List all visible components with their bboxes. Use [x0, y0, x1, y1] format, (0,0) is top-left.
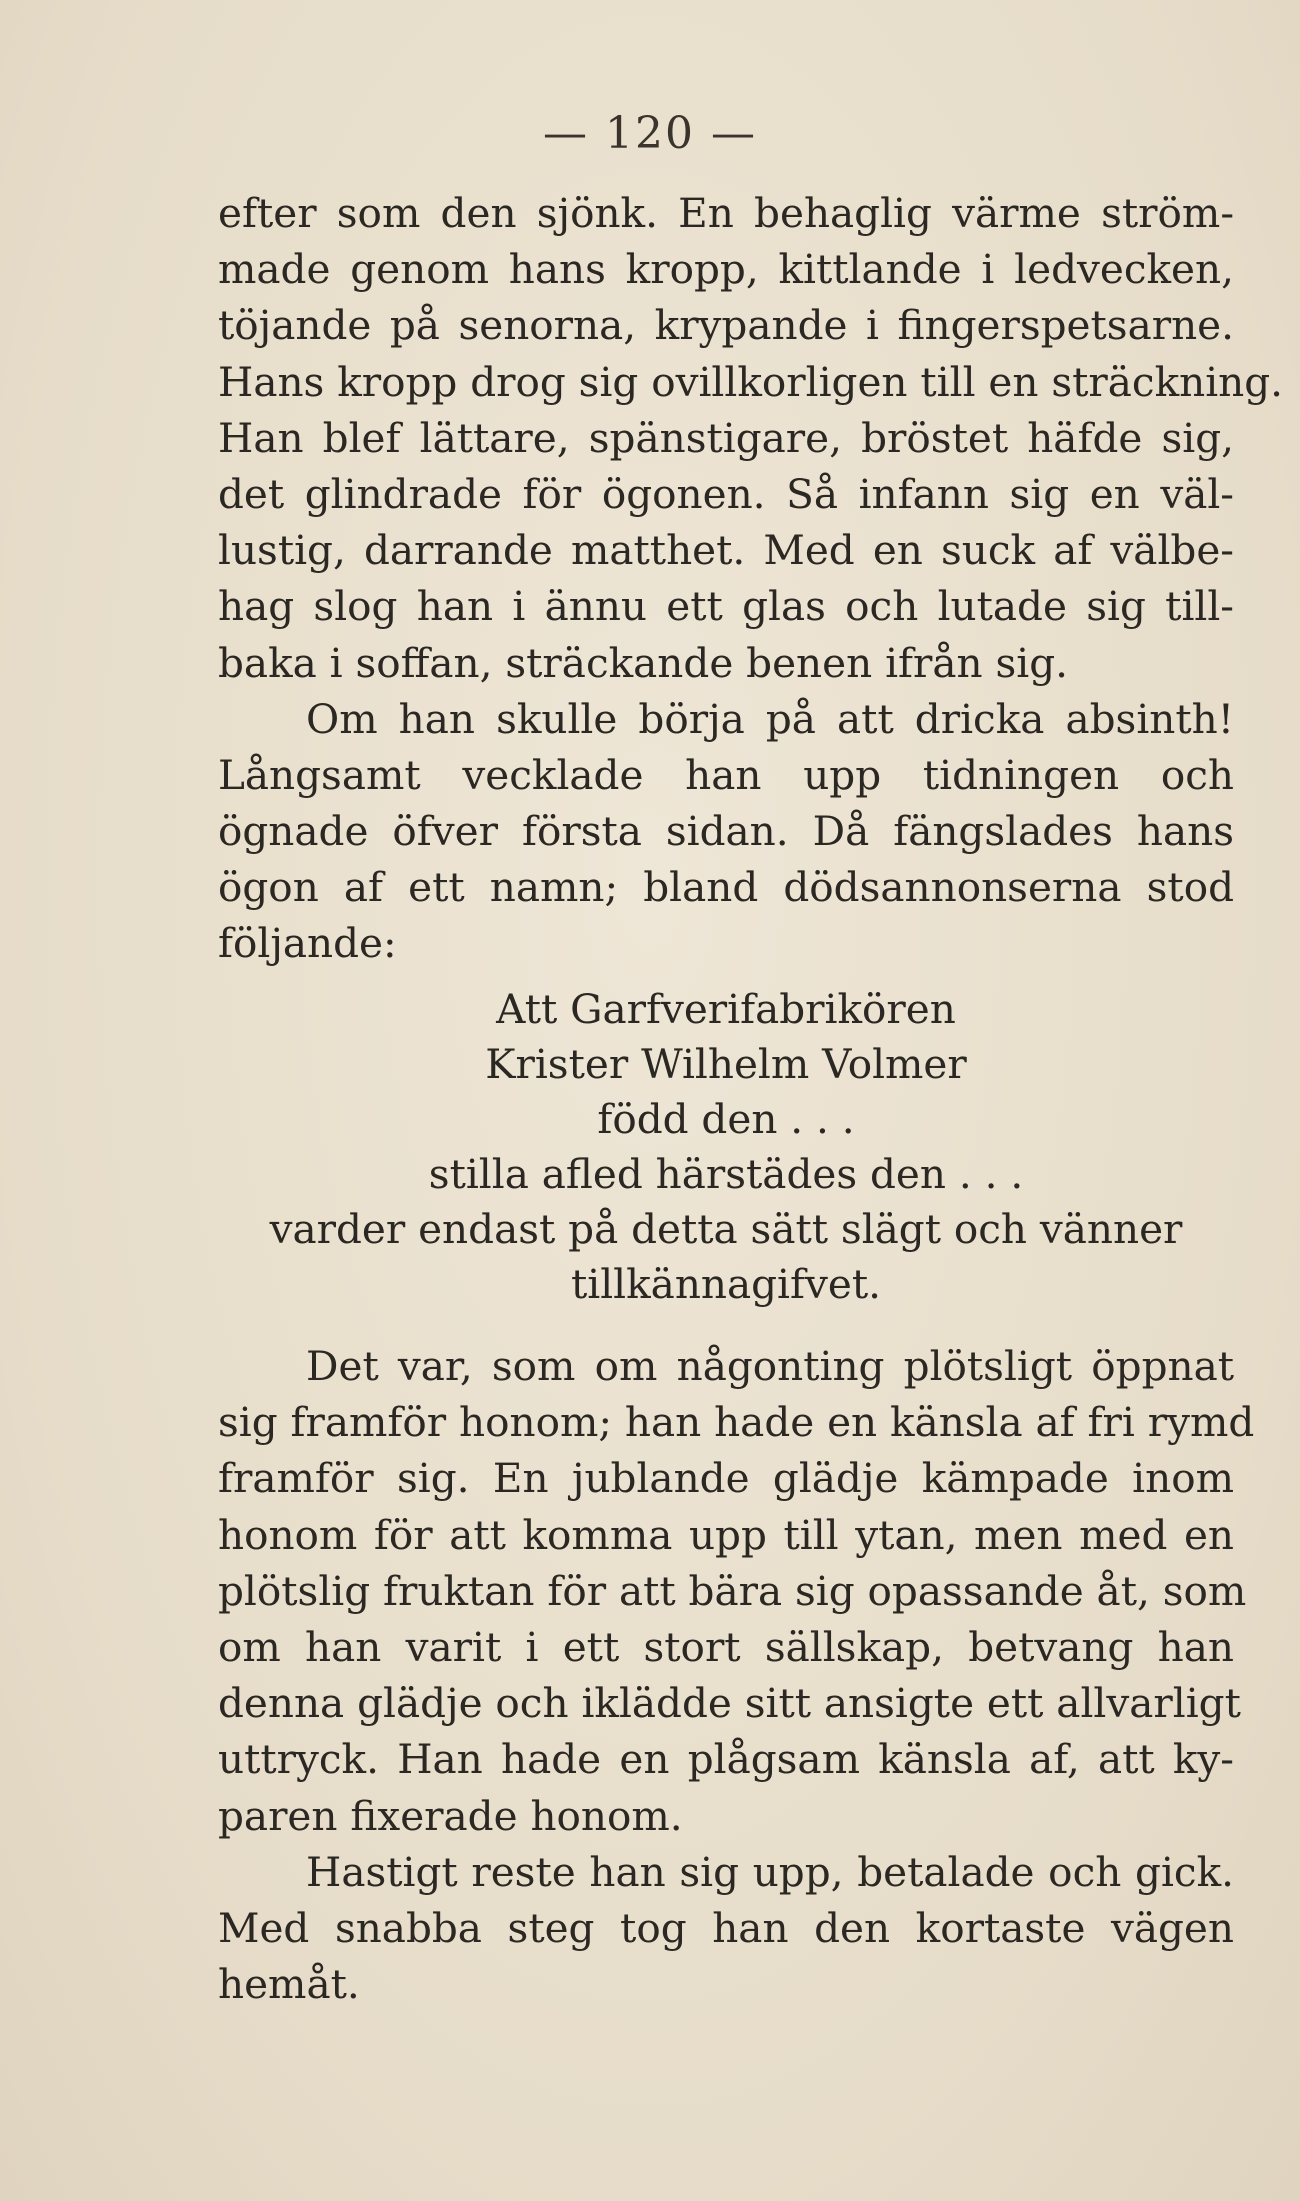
text-line: hemåt. [218, 1960, 360, 2009]
text-block-bottom [218, 1338, 1255, 2012]
text-line: framför sig. En jublande glädje kämpade inom [218, 1454, 1234, 1503]
text-line: paren fixerade honom. [218, 1791, 683, 1840]
text-line: Om han skulle börja på att dricka absinth! [306, 694, 1234, 743]
text-line: made genom hans kropp, kittlande i ledvecken, [218, 245, 1234, 294]
death-notice [218, 982, 1234, 1312]
notice-line: Krister Wilhelm Volmer [485, 1040, 967, 1088]
notice-line: tillkännagifvet. [571, 1260, 881, 1308]
text-line: Med snabba steg tog han den kortaste vägen [218, 1903, 1234, 1952]
notice-line: varder endast på detta sätt slägt och vänner [269, 1205, 1183, 1253]
text-line: töjande på senorna, krypande i fingerspetsarne. [218, 301, 1234, 350]
text-line: ögon af ett namn; bland dödsannonserna stod [218, 863, 1234, 912]
notice-line: född den . . . [597, 1095, 855, 1143]
text-line: uttryck. Han hade en plågsam känsla af, att ky- [218, 1735, 1234, 1784]
text-line: plötslig fruktan för att bära sig opassande åt, som [218, 1566, 1247, 1615]
text-line: lustig, darrande matthet. Med en suck af välbe- [218, 526, 1234, 575]
text-line: Långsamt vecklade han upp tidningen och [218, 750, 1234, 799]
text-line: om han varit i ett stort sällskap, betvang han [218, 1622, 1234, 1671]
text-line: Det var, som om någonting plötsligt öppnat [306, 1342, 1234, 1390]
page-number: — 120 — [543, 108, 757, 159]
text-line: denna glädje och iklädde sitt ansigte ett allvarligt [218, 1679, 1241, 1728]
text-line: baka i soffan, sträckande benen ifrån sig. [218, 638, 1069, 687]
text-line: hag slog han i ännu ett glas och lutade sig till- [218, 582, 1234, 631]
text-line: Hans kropp drog sig ovillkorligen till en sträckning. [218, 357, 1284, 406]
notice-line: stilla afled härstädes den . . . [428, 1150, 1024, 1198]
text-line: efter som den sjönk. En behaglig värme ström- [218, 189, 1234, 237]
text-line: Hastigt reste han sig upp, betalade och gick. [306, 1847, 1234, 1896]
text-line: följande: [218, 919, 397, 968]
text-line: ögnade öfver första sidan. Då fängslades hans [218, 807, 1234, 856]
notice-line: Att Garfverifabrikören [496, 985, 956, 1033]
text-line: Han blef lättare, spänstigare, bröstet häfde sig, [218, 413, 1234, 462]
text-line: det glindrade för ögonen. Så infann sig en väl- [218, 469, 1234, 518]
text-line: honom för att komma upp till ytan, men med en [218, 1510, 1234, 1559]
text-block-top [218, 185, 1284, 972]
text-line: sig framför honom; han hade en känsla af fri rymd [218, 1398, 1255, 1447]
